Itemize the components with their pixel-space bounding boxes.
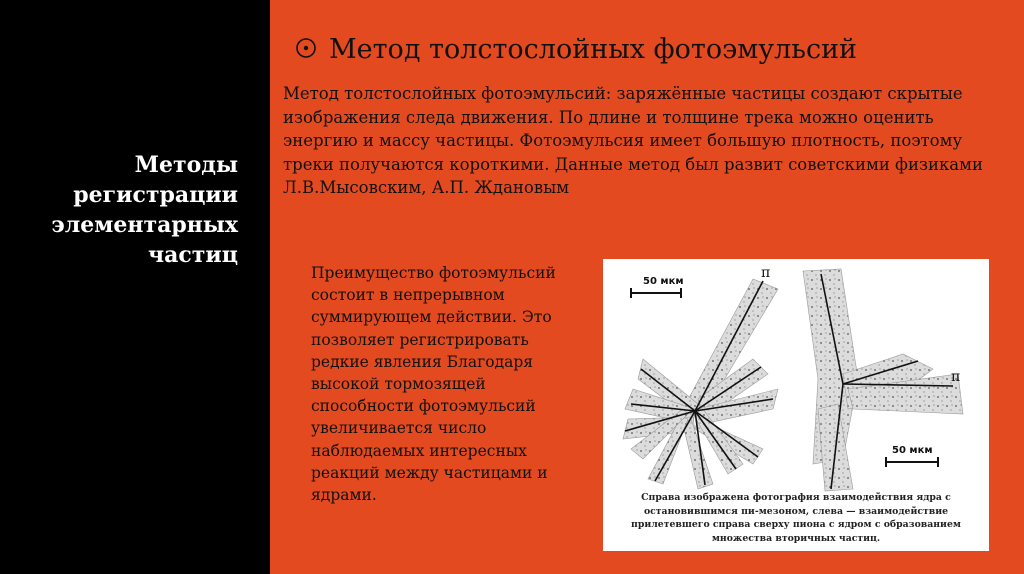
circle-dot-icon	[295, 34, 317, 65]
figure-caption: Справа изображена фотография взаимодействия ядра с остановившимся пи-мезоном, слева — взаимодействие прилетевшего справа сверху пиона с ядром с образованием множества вторичных частиц.	[631, 492, 961, 544]
method-description: Метод толстослойных фотоэмульсий: заряжённые частицы создают скрытые изображения следа движения. По длине и толщине трека можно оценить энергию и массу частицы. Фотоэмульсия имеет большую плотность, поэтому треки получаются короткими. Данные метод был развит советскими физиками Л.В.Мысовским, А.П. Ждановым	[283, 84, 983, 197]
emulsion-photo	[603, 259, 989, 551]
pion-label-right: π	[951, 369, 961, 385]
sidebar-panel	[0, 0, 270, 574]
scale-label-top: 50 мкм	[643, 276, 684, 287]
scale-label-bottom: 50 мкм	[892, 445, 933, 456]
advantage-text: Преимущество фотоэмульсий состоит в непрерывном суммирующем действии. Это позволяет регистрировать редкие явления Благодаря высокой тормозящей способности фотоэмульсий увеличивается число наблюдаемых интересных реакций между частицами и ядрами.	[311, 264, 556, 505]
slide-heading	[295, 34, 857, 65]
heading-text: Метод толстослойных фотоэмульсий	[329, 34, 858, 65]
section-title: Методы регистрации элементарных частиц	[51, 152, 238, 268]
pion-label-top: π	[761, 265, 771, 281]
